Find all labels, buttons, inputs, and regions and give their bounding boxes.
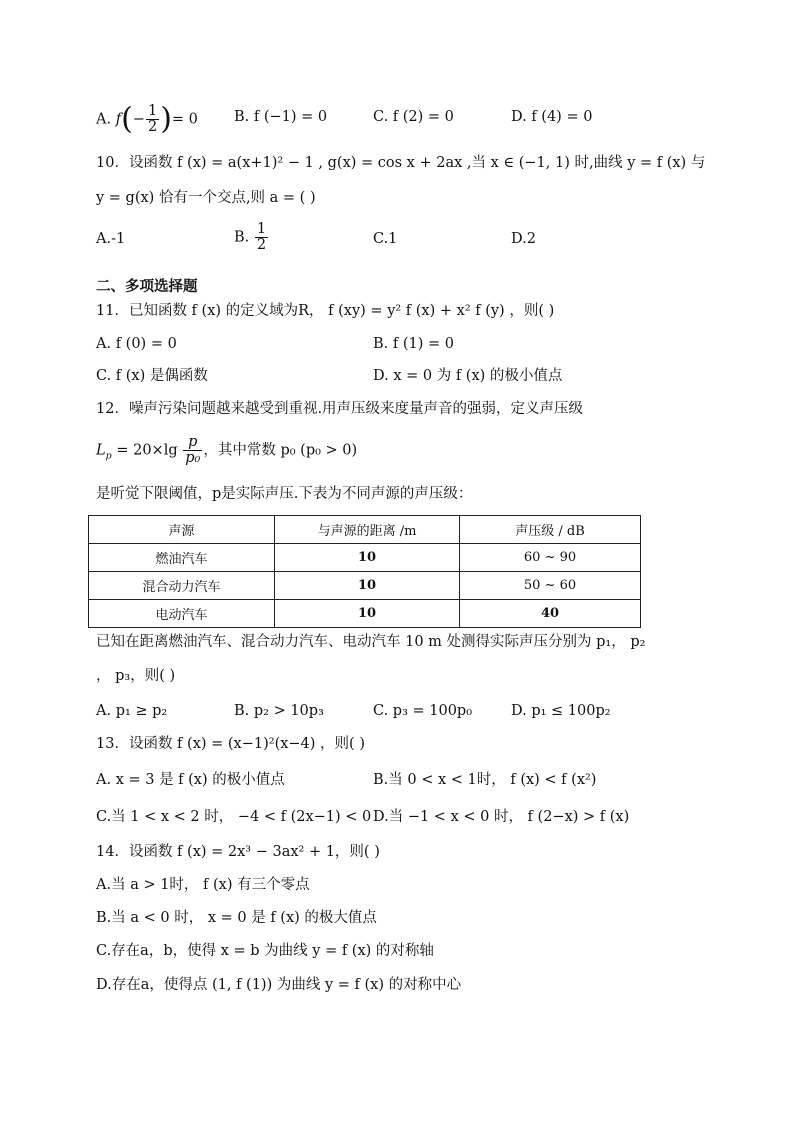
q12-formula-symbol: L <box>96 442 106 459</box>
q9-option-d: D. f (4) = 0 <box>511 109 593 125</box>
table-cell: 10 <box>275 600 460 628</box>
q10-option-a: A.-1 <box>96 231 126 247</box>
q11-option-a: A. f (0) = 0 <box>96 336 177 352</box>
table-header-cell: 与声源的距离 /m <box>275 516 460 544</box>
sound-level-table <box>88 515 641 628</box>
table-cell: 10 <box>275 572 460 600</box>
q12-stem-line4: 已知在距离燃油汽车、混合动力汽车、电动汽车 10 m 处测得实际声压分别为 p₁， p₂ <box>96 634 646 650</box>
q10-option-d: D.2 <box>511 231 536 247</box>
q9-fraction <box>146 104 159 135</box>
table-row <box>89 600 641 628</box>
table-row <box>89 572 641 600</box>
q12-option-b: B. p₂ > 10p₃ <box>234 703 324 719</box>
q12-option-c: C. p₃ = 100p₀ <box>373 703 473 719</box>
q9-fraction-den: 2 <box>147 119 158 135</box>
section-heading-multiple-choice: 二、多项选择题 <box>96 279 198 295</box>
q9-option-a-tail: = 0 <box>171 111 198 128</box>
q11-option-d: D. x = 0 为 f (x) 的极小值点 <box>373 368 563 384</box>
q14-option-a: A.当 a > 1时， f (x) 有三个零点 <box>96 877 310 893</box>
table-cell: 60 ~ 90 <box>460 544 641 572</box>
table-cell: 50 ~ 60 <box>460 572 641 600</box>
q9-option-b: B. f (−1) = 0 <box>234 109 328 125</box>
q14-option-b: B.当 a < 0 时， x = 0 是 f (x) 的极大值点 <box>96 910 377 926</box>
q12-stem-line1: 12．噪声污染问题越来越受到重视.用声压级来度量声音的强弱，定义声压级 <box>96 401 584 417</box>
table-cell: 40 <box>460 600 641 628</box>
q10-fraction-den: 2 <box>256 237 267 253</box>
q9-option-a: A. f(− $\frac{1}{2}$ )= 0 <box>96 101 198 137</box>
q13-option-a: A. x = 3 是 f (x) 的极小值点 <box>96 772 285 788</box>
q14-option-c: C.存在a，b，使得 x = b 为曲线 y = f (x) 的对称轴 <box>96 943 434 959</box>
q13-option-b: B.当 0 < x < 1时， f (x) < f (x²) <box>373 772 597 788</box>
q13-option-d: D.当 −1 < x < 0 时， f (2−x) > f (x) <box>373 809 630 825</box>
q12-formula-subscript: p <box>105 450 112 462</box>
q10-fraction <box>255 222 268 253</box>
q9-option-c: C. f (2) = 0 <box>373 109 454 125</box>
q13-option-c: C.当 1 < x < 2 时， −4 < f (2x−1) < 0 <box>96 809 372 825</box>
q12-formula-tail: ，其中常数 p₀ (p₀ > 0) <box>203 442 358 459</box>
q12-formula-num: p <box>183 435 202 451</box>
q9-fraction-num: 1 <box>147 103 158 119</box>
q11-stem: 11．已知函数 f (x) 的定义域为R， f (xy) = y² f (x) + x² f (y) ，则( ) <box>96 303 555 319</box>
q10-option-c: C.1 <box>373 231 398 247</box>
q10-option-b-prefix: B. <box>234 229 254 246</box>
table-header-cell: 声压级 / dB <box>460 516 641 544</box>
table-row <box>89 544 641 572</box>
table-header-row <box>89 516 641 544</box>
table-cell: 10 <box>275 544 460 572</box>
q10-stem-line2: y = g(x) 恰有一个交点,则 a = ( ) <box>96 190 316 206</box>
q12-formula-den: p₀ <box>185 450 201 466</box>
q12-stem-line3: 是听觉下限阈值，p是实际声压.下表为不同声源的声压级： <box>96 486 473 502</box>
q12-option-d: D. p₁ ≤ 100p₂ <box>511 703 611 719</box>
q14-stem: 14．设函数 f (x) = 2x³ − 3ax² + 1，则( ) <box>96 844 380 860</box>
q14-option-d: D.存在a，使得点 (1, f (1)) 为曲线 y = f (x) 的对称中心 <box>96 977 462 993</box>
q10-fraction-num: 1 <box>256 221 267 237</box>
table-cell: 电动汽车 <box>89 600 275 628</box>
q10-stem-line1: 10．设函数 f (x) = a(x+1)² − 1 , g(x) = cos x + 2ax ,当 x ∈ (−1, 1) 时,曲线 y = f (x) 与 <box>96 155 706 171</box>
q12-formula-mid: = 20×lg <box>111 442 183 459</box>
q9-option-a-prefix: A. <box>96 111 116 128</box>
q12-formula-fraction <box>183 435 202 466</box>
table-cell: 混合动力汽车 <box>89 572 275 600</box>
q12-option-a: A. p₁ ≥ p₂ <box>96 703 168 719</box>
q13-stem: 13．设函数 f (x) = (x−1)²(x−4) ，则( ) <box>96 736 365 752</box>
q10-option-b <box>234 222 269 253</box>
q11-option-b: B. f (1) = 0 <box>373 336 454 352</box>
table-cell: 燃油汽车 <box>89 544 275 572</box>
q12-formula <box>96 435 357 466</box>
table-header-cell: 声源 <box>89 516 275 544</box>
q11-option-c: C. f (x) 是偶函数 <box>96 368 208 384</box>
q12-stem-line5: ， p₃，则( ) <box>96 668 176 684</box>
